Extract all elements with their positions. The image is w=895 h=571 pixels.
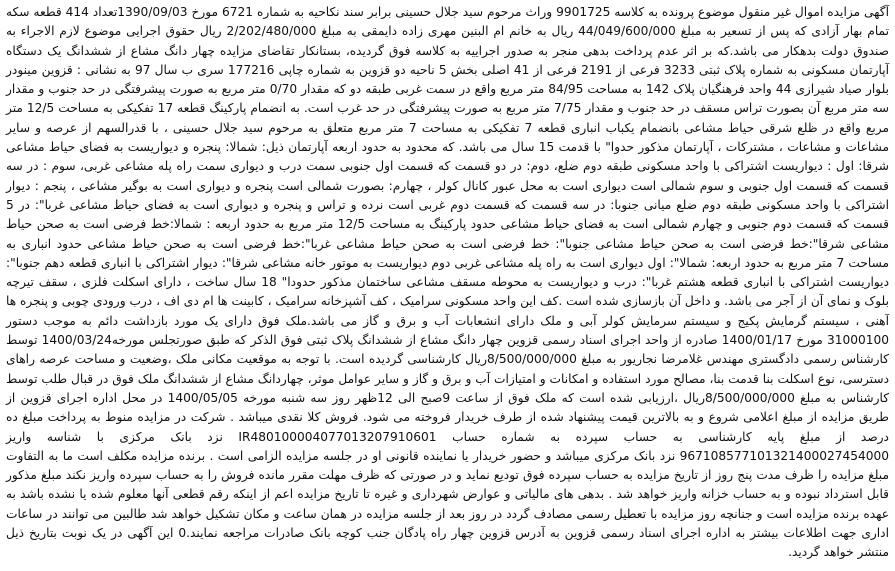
- notice-body: آگهی مزایده اموال غیر منقول موضوع پرونده به کلاسه 9901725 وراث مرحوم سید جلال حسینی برابر سند نکاحیه به شماره 6721 مورخ 1390/09/03تعداد 414 قطعه سکه تمام بهار آزادی که پس از تسعیر به مبلغ 44/049/600/000 ریال به خانم ام البنین مهری زاده دایمقی به مبلغ 2/202/480/000 ریال حقوق اجرایی موضوع لازم الاجراء به صندوق دولت بدهکار می باشد.که بر اثر عدم پرداخت بدهی منجر به صدور اجراییه به کلاسه فوق گردیده، بستانکار تقاضای مزایده چهار دانگ مشاع از ششدانگ یک دستگاه آپارتمان مسکونی به شماره پلاک ثبتی 3233 فرعی از 2191 فرعی از 41 اصلی بخش 5 ناحیه دو قزوین به شماره چاپی 177216 سری ب سال 97 به نشانی : قزوین مینودر بلوار صیاد شیرازی 44 واحد فرهنگیان پلاک 142 به مساحت 84/95 متر مربع واقع در سمت غربی طبقه دو که مقدار 0/70 متر مربع به صورت پیشرفتگی در حد جنوب و مقدار سه متر مربع آن بصورت تراس مسقف در حد جنوب و مقدار 7/75 متر مربع به صورت پیشرفتگی در حد غرب است. به انضمام پارکینگ قطعه 17 تفکیکی به مساحت 12/5 متر مربع واقع در ظلع شرقی حیاط مشاعی بانضمام یکباب انباری قطعه 7 تفکیکی به مساحت 7 متر مربع متعلق به مرحوم سید جلال حسینی ، با قدرالسهم از عرصه و سایر مشاعات و مشاعات ، مشترکات ، آپارتمان مذکور حدوا" با قدمت 15 سال می باشد. که محدود به حدود اربعه آپارتمان ذیل: شمالا: پنجره و دیواریست به فضای حیاط مشاعی شرقا: اول : دیواریست اشتراکی با واحد مسکونی طبقه دوم ضلع، دوم: در دو قسمت که قسمت اول جنوبی سمت درب و دیواری سمت راه پله مشاعی غربی، سوم : در سه قسمت که قسمت اول جنوبی و سوم شمالی است دیواری است به محل عبور کانال کولر ، چهارم: بصورت شمالی است پنجره و دیواری است به بوگیر مشاعی ، پنجم : دیوار اشتراکی با واحد مسکونی طبقه دوم ضلع میانی جنوبا: در سه قسمت که قسمت دوم غربی است نرده و تراس و پنجره و دیواری است به فضای حیاط مشاعی غربا": در 5 قسمت که قسمت دوم جنوبی و چهارم شمالی است به فضای حیاط مشاعی حدود پارکینگ به مساحت 12/5 متر مربع به حدود اربعه : شمالا:خط فرضی است به صحن حیاط مشاعی شرقا":خط فرضی است به صحن حیاط مشاعی جنوبا": خط فرضی است به صحن حیاط مشاعی غربا":خط فرضی است به صحن حیاط مشاعی حدود انباری به مساحت 7 متر مربع به حدود اربعه: شمالا": اول دیواری است به راه پله مشاعی غربی دوم دیواریست به موتور خانه مشاعی شرقا": دیوار اشتراکی با انباری قطعه دهم جنوبا": دیواریست اشتراکی با انباری قطعه هشتم غربا": درب و دیواریست به محوطه مسقف مشاعی ساختمان مذکور حدودا" 18 سال ساخت ، دارای اسکلت فلزی ، سقف تیرچه بلوک و نمای آن از آجر می باشد. و داخل آن بازسازی شده است .کف این واحد مسکونی سرامیک ، کف آشپزخانه سرامیک ، کابینت ها ام دی اف ، درب ورودی چوبی و پنجره ها آهنی ، سیستم گرمایش پکیج و سیستم سرمایش کولر آبی و ملک دارای انشعابات آب و برق و گاز می باشد.ملک فوق دارای یک مورد بازداشت دائم به موجب دستور 31000100 مورخ 1400/01/17 صادره از واحد اجرای اسناد رسمی قزوین چهار دانگ مشاع از ششدانگ پلاک ثبتی فوق الذکر که طبق صورتجلس مورخه1400/03/24 توسط کارشناس رسمی دادگستری مهندس غلامرضا نجاریور به مبلغ 8/500/000/000ریال کارشناسی گردیده است. با توجه به موقعیت مکانی ملک ،وضعیت و مساحت عرصه راهای دسترسی، نوع اسکلت بنا قدمت بنا، مصالح مورد استفاده و امکانات و امتیازات آب و برق و گاز و سایر عوامل موثر، چهاردانگ مشاع از ششدانگ ملک فوق در قبال طلب توسط کارشناس به مبلغ 8/500/000/000ریال ،ارزیابی شده است که ملک فوق از ساعت 9صبح الی 12ظهر روز سه شنبه مورخه 1400/05/05 در محل اداره اجرای قزوین از طریق مزایده از مبلغ اعلامی شروع و به بالاترین قیمت پیشنهاد شده از طرف خریدار فروخته می شود. فروش کلا نقدی میباشد . شرکت در مزایده منوط به پرداخت مبلغ ده درصد از مبلغ پایه کارشناسی به حساب سپرده به شماره حساب IR480100004077013207910601 نزد بانک مرکزی با شناسه واریز 967108577101321400027454000 نزد بانک مرکزی میباشد و حضور خریدار یا نماینده قانونی او در جلسه مزایده الزامی است . برنده مزایده مکلف است ما به التفاوت مبلغ مزایده را ظرف مدت پنج روز از تاریخ مزایده به حساب سپرده فوق تودیع نماید و در صورتی که ظرف مهلت مقرر مانده فروش را به حساب سپرده واریز نکند مبلغ مذکور قابل استرداد نبوده و به حساب خزانه واریز خواهد شد . بدهی های مالیاتی و عوارض شهرداری و غیره تا تاریخ مزایده اعم از اینکه رقم قطعی آنها معلوم شده یا نشده باشد به عهده برنده مزایده است و جنانچه روز مزایده با تعطیل رسمی مصادف گردد در روز بعد از جلسه مزایده در همان ساعت و مکان تشکیل خواهد شد طالبین می توانند در ساعات اداری جهت اطلاعات بیشتر به اداره اجرای اسناد رسمی قزوین به آدرس قزوین چهار راه پادگان جنب کوچه بانک صادرات مراجعه نمایند.0 این آگهی در یک نوبت بتاریخ ذیل منتشر خواهد گردید.: [6, 5, 890, 560]
